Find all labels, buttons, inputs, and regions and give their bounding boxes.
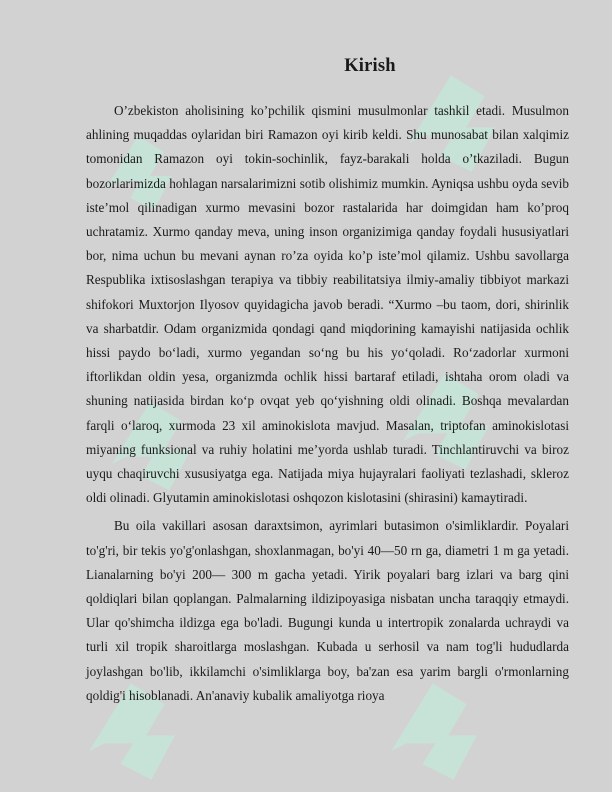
document-body xyxy=(86,99,569,708)
paragraph: Bu oila vakillari asosan daraxtsimon, ayrimlari butasimon o'simliklardir. Poyalari to'g'ri, bir tekis yo'g'onlashgan, shoxlanmagan, bo'yi 40—50 rn ga, diametri 1 m ga yetadi. Lianalarning bo'yi 200— 300 m gacha yetadi. Yirik poyalari barg izlari va barg qini qoldiqlari bilan qoplangan. Palmalarning ildizipoyasiga nisbatan uncha taraqqiy etmaydi. Ular qo'shimcha ildizga ega bo'ladi. Bugungi kunda u intertropik zonalarda uchraydi va turli xil tropik sharoitlarga moslashgan. Kubada u serhosil va nam tog'li hududlarda joylashgan bo'lib, ikkilamchi o'simliklarga boy, ba'zan esa yarim bargli o'rmonlarning qoldig'i hisoblanadi. An'anaviy kubalik amaliyotga rioya xyxy=(86,518,569,703)
paragraph: O’zbekiston aholisining ko’pchilik qismini musulmonlar tashkil etadi. Musulmon ahlining muqaddas oylaridan biri Ramazon oyi kirib keldi. Shu munosabat bilan xalqimiz tomonidan Ramazon oyi tokin-sochinlik, fayz-barakali holda o’tkaziladi. Bugun bozorlarimizda hohlagan narsalarimizni sotib olishimiz mumkin. Ayniqsa ushbu oyda sevib iste’mol qilinadigan xurmo mevasini bozor rastalarida har doimgidan ham ko’proq uchratamiz. Xurmo qanday meva, uning inson organizimiga qanday foydali hususiyatlari bor, nima uchun bu mevani aynan ro’za oyida ko’p iste’mol qilamiz. Ushbu savollarga Respublika ixtisoslashgan terapiya va tibbiy reabilitatsiya ilmiy-amaliy tibbiyot markazi shifokori Muxtorjon Ilyosov quyidagicha javob beradi. “Xurmo –bu taom, dori, shirinlik va sharbatdir. Odam organizmida qondagi qand miqdorining kamayishi natijasida ochlik hissi paydo bo‘ladi, xurmo yegandan so‘ng bu his yo‘qoladi. Ro‘zadorlar xurmoni iftorlikdan oldin yesa, organizmda ochlik hissi bartaraf etiladi, ishtaha orom oladi va shuning natijasida birdan ko‘p ovqat yeb qo‘yishning oldi olinadi. Boshqa mevalardan farqli o‘laroq, xurmoda 23 xil aminokislota mavjud. Masalan, triptofan aminokislotasi miyaning funksional va ruhiy holatini me’yorda ushlab turadi. Tinchlantiruvchi va biroz uyqu chaqiruvchi xususiyatga ega. Natijada miya hujayralari faoliyati tezlashadi, skleroz oldi olinadi. Glyutamin aminokislotasi oshqozon kislotasini (shirasini) kamaytiradi. xyxy=(86,103,569,506)
page-title: Kirish xyxy=(344,56,396,76)
